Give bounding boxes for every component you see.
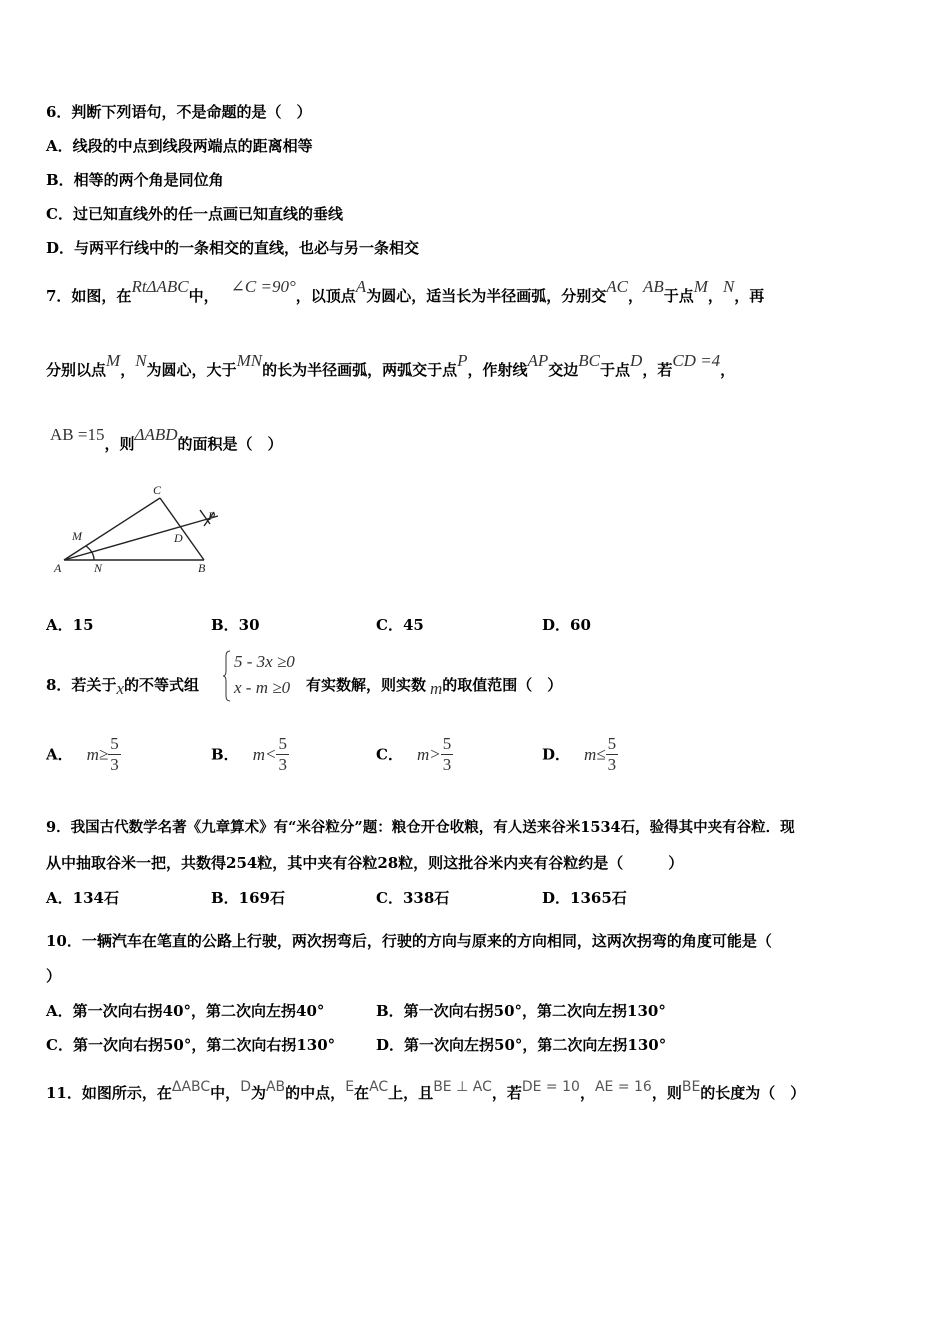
q8-stem: 8．若关于x的不等式组 [46, 676, 199, 698]
q10-line2: ） [46, 967, 62, 985]
q8-option-a: A． m≥ $\frac{5}{3}$ [46, 734, 119, 774]
label-n: N [94, 561, 103, 575]
q11-stem: 11．如图所示，在ΔABC中，D为AB的中点，E在AC上，且BE ⊥ AC，若DE = 10，AE = 16，则BE的长度为（ ） [46, 1079, 806, 1102]
q6-option-d: D．与两平行线中的一条相交的直线，也必与另一条相交 [46, 239, 420, 257]
q10-option-a: A．第一次向右拐40°，第二次向左拐40° [46, 1002, 325, 1020]
q7-option-b: B．30 [211, 616, 260, 634]
q10-option-c: C．第一次向右拐50°，第二次向右拐130° [46, 1036, 336, 1054]
q8-inequality-row1: 5 - 3x ≥0 [234, 652, 295, 671]
q9-line1: 9．我国古代数学名著《九章算术》有“米谷粒分”题：粮仓开仓收粮，有人送来谷米1534石，验得其中夹有谷粒．现 [46, 819, 795, 836]
q10-option-b: B．第一次向右拐50°，第二次向左拐130° [376, 1002, 666, 1020]
q7-triangle-figure [50, 482, 230, 577]
side-bc [160, 498, 204, 560]
q8-option-b: B． m< $\frac{5}{3}$ [211, 734, 287, 774]
q6-option-b: B．相等的两个角是同位角 [46, 171, 224, 189]
label-p: P [208, 509, 216, 523]
q6-option-a: A．线段的中点到线段两端点的距离相等 [46, 137, 313, 155]
q8-inequality-row2: x - m ≥0 [234, 678, 291, 697]
q7-option-a: A．15 [46, 616, 94, 634]
q10-line1: 10．一辆汽车在笔直的公路上行驶，两次拐弯后，行驶的方向与原来的方向相同，这两次拐弯的角度可能是（ [46, 932, 772, 950]
q9-option-d: D．1365石 [542, 889, 627, 907]
q6-option-c: C．过已知直线外的任一点画已知直线的垂线 [46, 205, 343, 223]
ray-ap [64, 516, 218, 560]
q8-inequality-system [222, 650, 306, 702]
q7-option-d: D．60 [542, 616, 591, 634]
label-c: C [153, 483, 162, 497]
label-a: A [54, 561, 62, 575]
left-brace-icon [222, 650, 232, 702]
q7-option-c: C．45 [376, 616, 424, 634]
q9-option-c: C．338石 [376, 889, 450, 907]
q8-stem-tail: 有实数解，则实数 m的取值范围（ ） [306, 676, 563, 698]
q9-option-a: A．134石 [46, 889, 119, 907]
label-b: B [198, 561, 206, 575]
q8-option-c: C． m> $\frac{5}{3}$ [376, 734, 452, 774]
label-d: D [174, 531, 183, 545]
q6-stem: 6．判断下列语句，不是命题的是（ ） [46, 103, 312, 121]
q10-option-d: D．第一次向左拐50°，第二次向左拐130° [376, 1036, 667, 1054]
q9-option-b: B．169石 [211, 889, 285, 907]
q7-line1: 7．如图，在RtΔABC中， ∠C =90°，以顶点A为圆心，适当长为半径画弧，分别交AC，AB于点M，N，再 [46, 277, 765, 305]
q8-option-d: D． m≤ $\frac{5}{3}$ [542, 734, 617, 774]
q9-line2: 从中抽取谷米一把，共数得254粒，其中夹有谷粒28粒，则这批谷米内夹有谷粒约是（ ） [46, 854, 684, 872]
label-m: M [72, 529, 82, 543]
q7-line3: AB =15，则ΔABD的面积是（ ） [50, 425, 283, 453]
q7-line2: 分别以点M，N为圆心，大于MN的长为半径画弧，两弧交于点P，作射线AP交边BC于点D，若CD =4， [46, 351, 736, 379]
